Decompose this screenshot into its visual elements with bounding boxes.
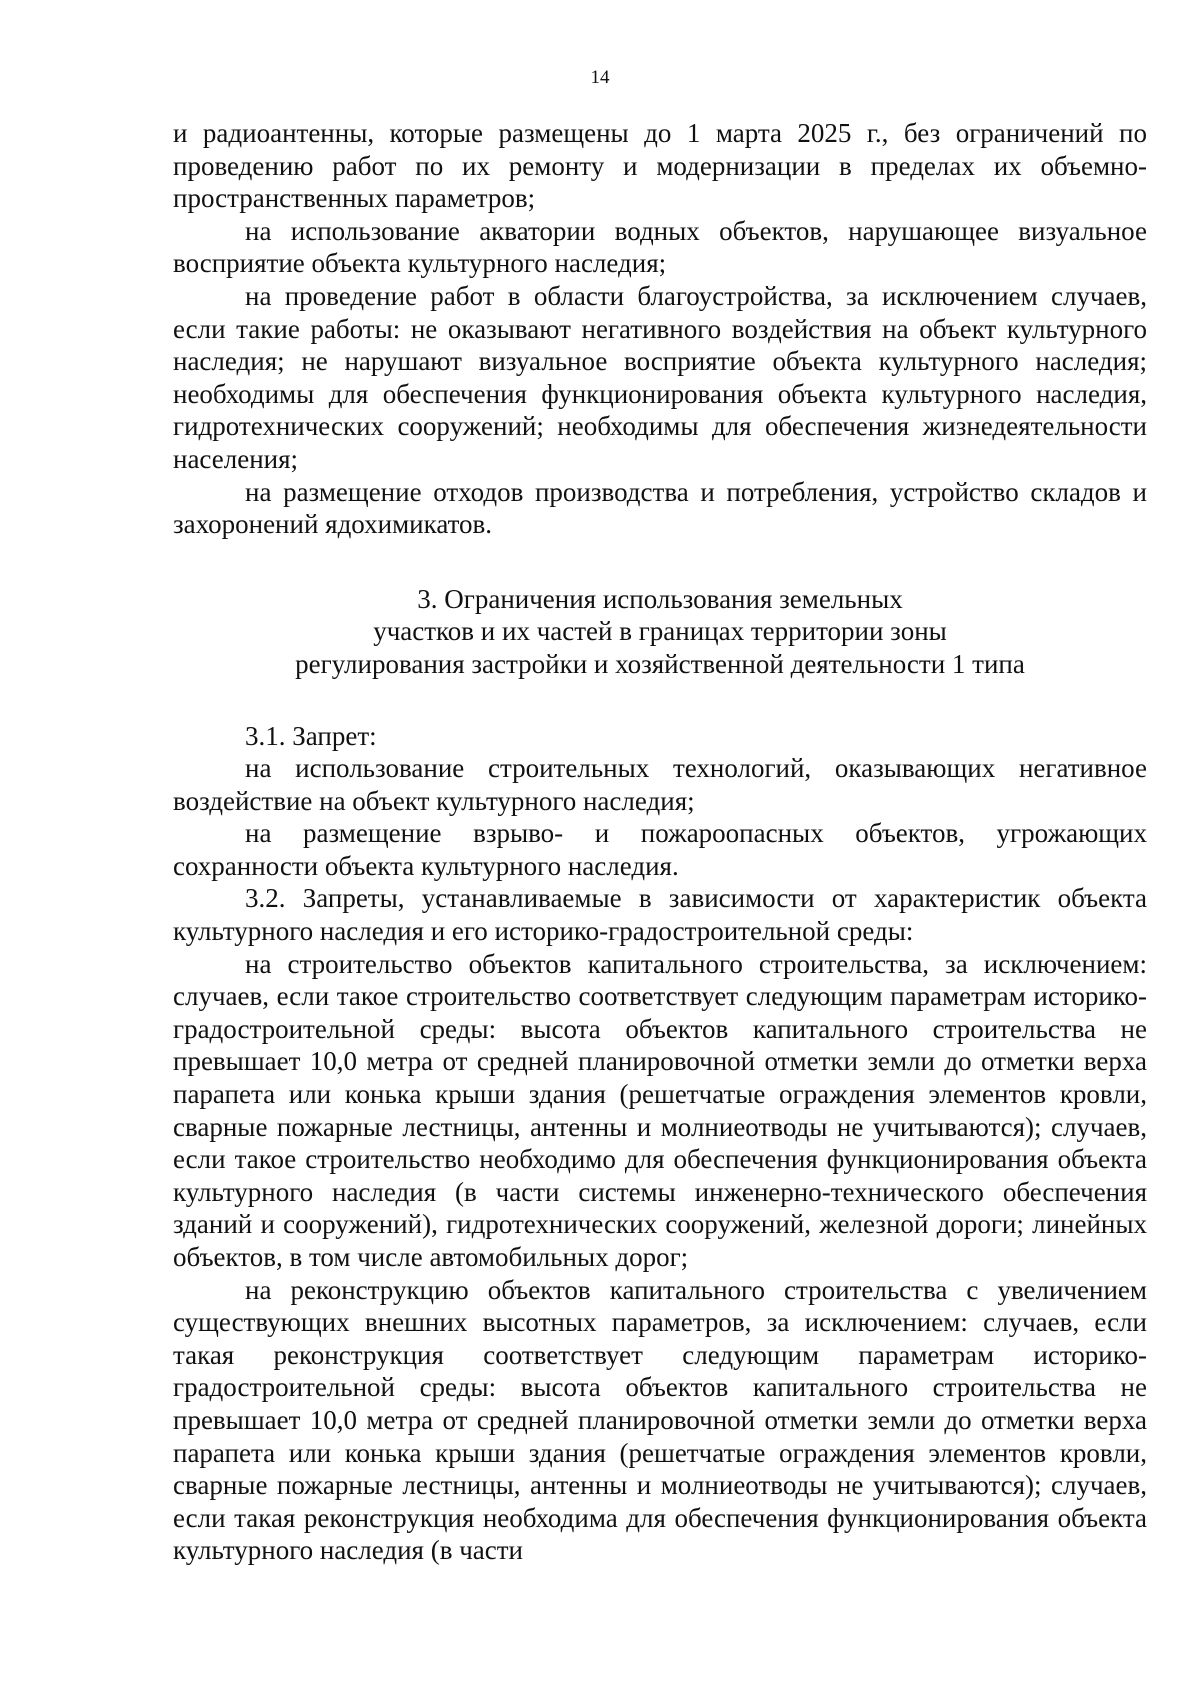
paragraph-reconstruction: на реконструкцию объектов капитального строительства с увеличением существующих внешних высотных параметров, за исключением: случаев, если такая реконструкция соответствует следующим параметрам историко-градостроительной среды: высота объектов капитального строительства не превышает 10,0 метра от средней планировочной отметки земли до отметки верха парапета или конька крыши здания (решетчатые ограждения элементов кровли, сварные пожарные лестницы, антенны и молниеотводы не учитываются); случаев, если такая реконструкция необходима для обеспечения функционирования объекта культурного наследия (в части — [173, 1274, 1147, 1566]
paragraph-landscaping: на проведение работ в области благоустройства, за исключением случаев, если такие работы: не оказывают негативного воздействия на объект культурного наследия; не нарушают визуальное восприятие объекта культурного наследия; необходимы для обеспечения функционирования объекта культурного наследия, гидротехнических сооружений; необходимы для обеспечения жизнедеятельности населения; — [173, 280, 1147, 474]
paragraph-3-2: 3.2. Запреты, устанавливаемые в зависимости от характеристик объекта культурного наследия и его историко-градостроительной среды: — [173, 883, 1147, 947]
paragraph-construction: на строительство объектов капитального строительства, за исключением: случаев, если такое строительство соответствует следующим параметрам историко-градостроительной среды: высота объектов капитального строительства не превышает 10,0 метра от средней планировочной отметки земли до отметки верха парапета или конька крыши здания (решетчатые ограждения элементов кровли, сварные пожарные лестницы, антенны и молниеотводы не учитываются); случаев, если такое строительство необходимо для обеспечения функционирования объекта культурного наследия (в части системы инженерно-технического обеспечения зданий и сооружений), гидротехнических сооружений, железной дороги; линейных объектов, в том числе автомобильных дорог; — [173, 948, 1147, 1272]
paragraph-technologies: на использование строительных технологий, оказывающих негативное воздействие на объект культурного наследия; — [173, 753, 1147, 816]
paragraph-waste: на размещение отходов производства и потребления, устройство складов и захоронений ядохимикатов. — [173, 476, 1147, 540]
section-heading — [173, 583, 1147, 681]
section-heading-line-2: участков и их частей в границах территории зоны — [373, 616, 947, 647]
section-heading-line-3: регулирования застройки и хозяйственной деятельности 1 типа — [295, 648, 1025, 679]
document-body — [173, 117, 1147, 1567]
page-number: 14 — [590, 67, 610, 88]
paragraph-continuation: и радиоантенны, которые размещены до 1 марта 2025 г., без ограничений по проведению работ по их ремонту и модернизации в пределах их объемно-пространственных параметров; — [173, 118, 1147, 214]
paragraph-3-1: 3.1. Запрет: — [245, 720, 377, 751]
section-heading-line-1: 3. Ограничения использования земельных — [417, 583, 903, 614]
paragraph-explosive-objects: на размещение взрыво- и пожароопасных объектов, угрожающих сохранности объекта культурного наследия. — [173, 818, 1147, 881]
paragraph-water-areas: на использование акватории водных объектов, нарушающее визуальное восприятие объекта культурного наследия; — [173, 215, 1147, 279]
